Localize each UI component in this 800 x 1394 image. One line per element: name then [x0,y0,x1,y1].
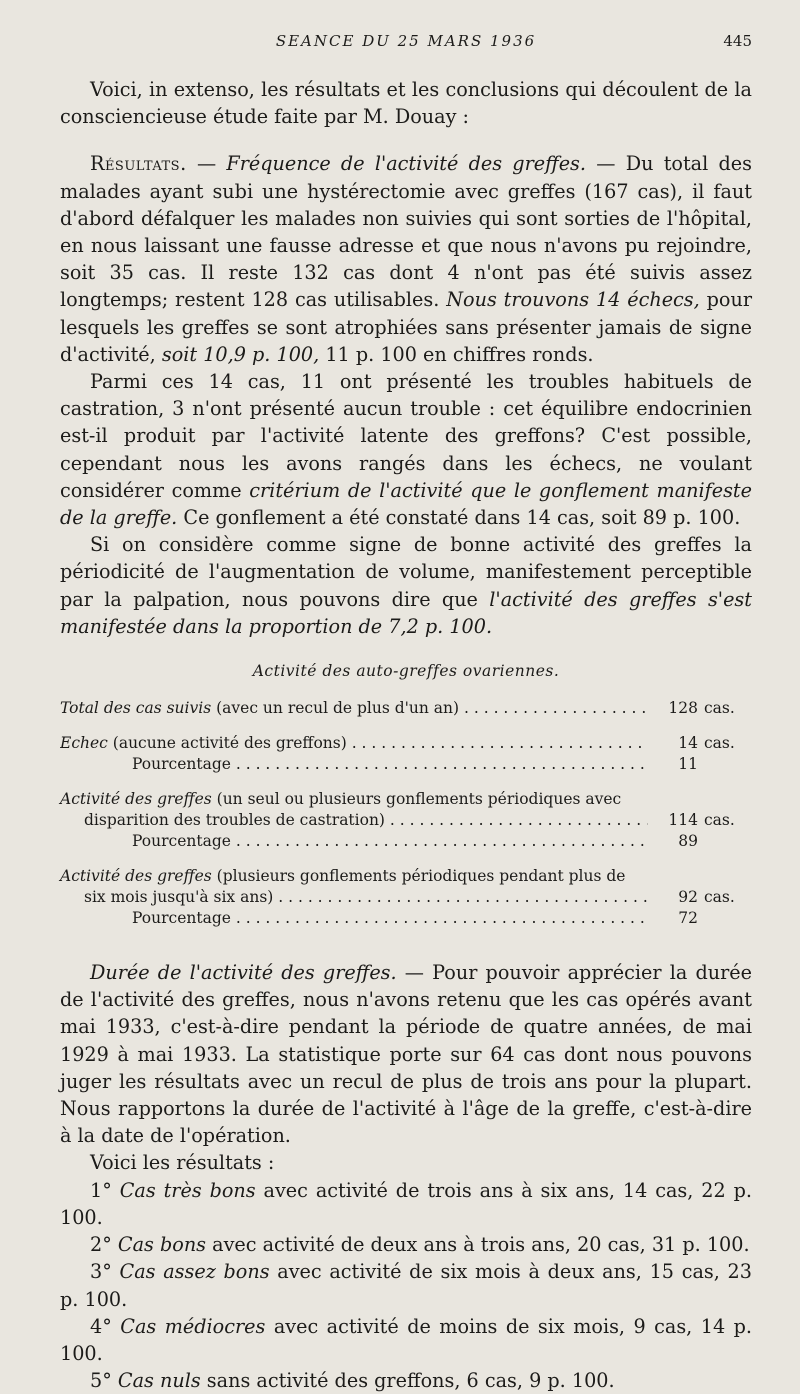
list-item [60,1258,752,1312]
list-item [60,1367,752,1394]
row-label-rest: (avec un recul de plus d'un an) [216,699,460,718]
row-label: Pourcentage . . . [60,754,648,775]
row-label-italic: Total des cas suivis [60,699,212,718]
item-text: avec activité de moins de six mois, 9 cas, 14 p. 100. [60,1314,752,1365]
list-item [60,1231,752,1258]
resultats-text-1: Du total des malades ayant subi une hystérectomie avec greffes (167 cas), il faut d'abord défalquer les malades non suivies qui sont sorties de l'hôpital, en nous laissant une fausse adresse et que nous n'avons pu rejoindre, soit 35 cas. Il reste 132 cas dont 4 n'ont pas été suivis assez longtemps; restent 128 cas utilisables. [60,152,752,312]
para2-text-1: Parmi ces 14 cas, 11 ont présenté les troubles habituels de castration, 3 n'ont présenté aucun trouble : cet équilibre endocrinien est-il produit par l'activité latente des greffons? C'est possible, cependant nous les avons rangés dans les échecs, ne voulant considérer comme [60,370,752,502]
row-first-line [60,866,752,887]
row-label-rest: (plusieurs gonflements périodiques pendant plus de [216,867,626,886]
table-row [60,754,752,775]
para2-italic: critérium de l'activité que le gonflement manifeste de la greffe. [60,478,752,530]
table-row [60,810,752,831]
row-label: Pourcentage . . . [60,831,648,852]
para3-italic: l'activité des greffes s'est manifestée dans la proportion de 7,2 p. 100. [60,587,752,638]
row-value: 114 [668,811,698,830]
results-list [60,1177,752,1394]
para2-text-2: Ce gonflement a été constaté dans 14 cas, soit 89 p. 100. [183,506,741,530]
duree-heading: Durée de l'activité des greffes. [90,961,397,985]
row-value: 128 [668,699,698,718]
table-row [60,733,752,754]
list-item [60,1177,752,1231]
table-row [60,887,752,908]
item-text: avec activité de six mois à deux ans, 15 cas, 23 p. 100. [60,1260,752,1311]
table-row [60,908,752,929]
row-label [60,698,648,719]
item-label: Cas nuls [117,1369,201,1393]
row-value: 92 [678,888,698,907]
row-label: Pourcentage . . . [60,908,648,929]
item-text: avec activité de trois ans à six ans, 14 cas, 22 p. 100. [60,1178,752,1229]
list-item [60,1313,752,1367]
row-unit: cas. [704,699,735,718]
intro-paragraph [60,76,752,130]
row-value: 14 [678,734,698,753]
row-label-italic: Activité des greffes [60,790,212,809]
row-label-italic: Activité des greffes [60,867,212,886]
item-number: 4° [90,1314,112,1338]
resultats-lead: Résultats. [90,152,187,176]
row-label [60,733,648,754]
item-number: 1° [90,1178,112,1202]
row-value: 11 [678,755,698,774]
resultats-heading: Fréquence de l'activité des greffes. [226,152,587,176]
item-text: avec activité de deux ans à trois ans, 20 cas, 31 p. 100. [212,1233,750,1257]
table-row [60,831,752,852]
row-label-italic: Echec [60,734,108,753]
duree-paragraph: Durée de l'activité des greffes. — Pour pouvoir apprécier la durée de l'activité des greffes, nous n'avons retenu que les cas opérés avant mai 1933, c'est-à-dire pendant la période de quatre années, de mai 1929 à mai 1933. La statistique porte sur 64 cas dont nous pouvons juger les résultats avec un recul de plus de trois ans pour la plupart. Nous rapportons la durée de l'activité à l'âge de la greffe, c'est-à-dire à la date de l'opération. [60,961,752,1148]
row-unit: cas. [704,734,735,753]
running-head-title: SEANCE DU 25 MARS 1936 [275,32,537,50]
item-number: 2° [90,1233,112,1257]
row-unit: cas. [704,888,735,907]
row-value: 89 [678,832,698,851]
para3-text-1: Si on considère comme signe de bonne activité des greffes la périodicité de l'augmentation de volume, manifestement perceptible par la palpation, nous pouvons dire que [60,533,752,611]
table-group-total [60,698,752,719]
table-title: Activité des auto-greffes ovariennes. [252,662,560,681]
paragraph-3 [60,531,752,640]
row-value: 72 [678,909,698,928]
item-number: 3° [90,1260,112,1284]
paragraph-2 [60,368,752,531]
voici-paragraph [60,1149,752,1176]
row-label-rest: (aucune activité des greffons) [112,734,347,753]
table-group-activite-1 [60,789,752,852]
resultats-text-5: 11 p. 100 en chiffres ronds. [325,342,594,366]
row-unit: cas. [704,811,735,830]
resultats-paragraph: Résultats. — Fréquence de l'activité des greffes. — Du total des malades ayant subi une hystérectomie avec greffes (167 cas), il faut d'abord défalquer les malades non suivies qui sont sorties de l'hôpital, en nous laissant une fausse adresse et que nous n'avons pu rejoindre, soit 35 cas. Il reste 132 cas dont 4 n'ont pas été suivis assez longtemps; restent 128 cas utilisables. Nous trouvons 14 échecs, pour lesquels les greffes se sont atrophiées sans présenter jamais de signe d'activité, soit 10,9 p. 100, 11 p. 100 en chiffres ronds. [60,152,753,366]
table-group-activite-2 [60,866,752,929]
item-label: Cas assez bons [119,1260,270,1284]
page-number: 445 [723,32,752,50]
resultats-text-2: Nous trouvons 14 échecs, [446,288,700,312]
table-row [60,698,752,719]
resultats-text-3: pour lesquels les greffes se sont atrophiées sans présenter jamais de signe d'activité, [60,288,753,366]
item-text: sans activité des greffons, 6 cas, 9 p. 100. [206,1369,615,1393]
item-label: Cas bons [117,1233,207,1257]
item-number: 5° [90,1369,112,1393]
row-label: disparition des troubles de castration) . . . [84,810,648,831]
running-head [60,30,752,56]
item-label: Cas très bons [119,1178,256,1202]
row-label: six mois jusqu'à six ans) . . . [84,887,648,908]
row-label-rest: (un seul ou plusieurs gonflements périodiques avec [216,790,622,809]
table-group-echec [60,733,752,775]
resultats-text-4: soit 10,9 p. 100, [161,342,320,366]
item-label: Cas médiocres [120,1314,266,1338]
row-first-line [60,789,752,810]
voici-text: Voici les résultats : [90,1151,275,1175]
intro-text: Voici, in extenso, les résultats et les conclusions qui découlent de la consciencieuse étude faite par M. Douay : [60,78,752,129]
duree-text: Pour pouvoir apprécier la durée de l'activité des greffes, nous n'avons retenu que les cas opérés avant mai 1933, c'est-à-dire pendant la période de quatre années, de mai 1929 à mai 1933. La statistique porte sur 64 cas dont nous pouvons juger les résultats avec un recul de plus de trois ans pour la plupart. Nous rapportons la durée de l'activité à l'âge de la greffe, c'est-à-dire à la date de l'opération. [60,961,752,1148]
